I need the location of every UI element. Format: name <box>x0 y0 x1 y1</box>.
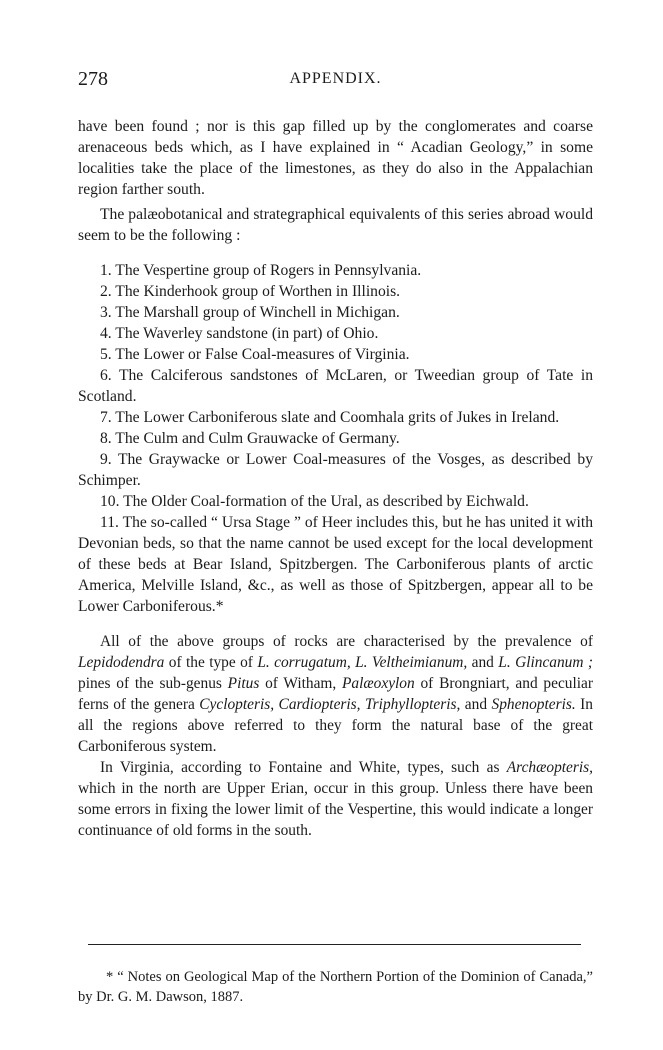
list-item: 11. The so-called “ Ursa Stage ” of Heer includes this, but he has united it with Devonian beds, so that the name cannot be used except for the local development of these beds at Bear Island, Spitzbergen. The Carboniferous plants of arctic America, Melville Island, &c., as well as those of Spitzbergen, appear all to be Lower Carboniferous.* <box>78 514 593 615</box>
genus-name: Palæoxylon <box>342 675 415 692</box>
genus-name: Sphenopteris. <box>491 696 576 713</box>
paragraph-characterised: All of the above groups of rocks are characterised by the prevalence of Lepidodendra of the type of L. corrugatum, L. Veltheimianum, and L. Glincanum ; pines of the sub-genus Pitus of Witham, Palæoxylon of Brongniart, and peculiar ferns of the genera Cyclopteris, Cardiopteris, Triphyllopteris, and Sphenopteris. In all the regions above referred to they form the natural base of the great Carboniferous system. <box>78 633 594 755</box>
subgenus-name: Pitus <box>227 675 260 692</box>
page-number: 278 <box>78 68 108 90</box>
list-item: 10. The Older Coal-formation of the Ural, as described by Eichwald. <box>100 493 529 510</box>
footnote: * “ Notes on Geological Map of the Northern Portion of the Dominion of Canada,” by Dr. G. M. Dawson, 1887. <box>78 968 593 1005</box>
genus-name: Archæopteris, <box>506 759 593 776</box>
footnote-rule <box>88 944 581 945</box>
list-item: 3. The Marshall group of Winchell in Michigan. <box>100 304 400 321</box>
genus-name: Lepidodendra <box>78 654 165 671</box>
species-name: L. Glincanum ; <box>498 654 594 671</box>
paragraph-continued: have been found ; nor is this gap filled up by the conglomerates and coarse arenaceous beds which, as I have explained in “ Acadian Geology,” in some localities take the place of the limestones, as they do also in the Appalachian region farther south. <box>78 118 593 198</box>
list-item: 1. The Vespertine group of Rogers in Pennsylvania. <box>100 262 422 279</box>
paragraph-equivalents-intro: The palæobotanical and strategraphical equivalents of this series abroad would seem to be the following : <box>78 206 593 244</box>
genera-names: Cyclopteris, Cardiopteris, Triphyllopteris, <box>199 696 461 713</box>
list-item: 9. The Graywacke or Lower Coal-measures of the Vosges, as described by Schimper. <box>78 451 593 489</box>
list-item: 7. The Lower Carboniferous slate and Coomhala grits of Jukes in Ireland. <box>100 409 560 426</box>
page-header <box>78 68 593 92</box>
equivalents-list <box>78 260 593 617</box>
list-item: 8. The Culm and Culm Grauwacke of Germany. <box>100 430 400 447</box>
list-item: 5. The Lower or False Coal-measures of Virginia. <box>100 346 410 363</box>
body-text <box>78 116 593 841</box>
paragraph-virginia: In Virginia, according to Fontaine and White, types, such as Archæopteris, which in the north are Upper Erian, occur in this group. Unless there have been some errors in fixing the lower limit of the Vespertine, this would indicate a longer continuance of old forms in the south. <box>78 759 593 839</box>
running-head: APPENDIX. <box>289 70 382 87</box>
species-names: L. corrugatum, L. Veltheimianum, <box>257 654 468 671</box>
list-item: 2. The Kinderhook group of Worthen in Illinois. <box>100 283 401 300</box>
list-item: 4. The Waverley sandstone (in part) of Ohio. <box>100 325 379 342</box>
list-item: 6. The Calciferous sandstones of McLaren, or Tweedian group of Tate in Scotland. <box>78 367 593 405</box>
